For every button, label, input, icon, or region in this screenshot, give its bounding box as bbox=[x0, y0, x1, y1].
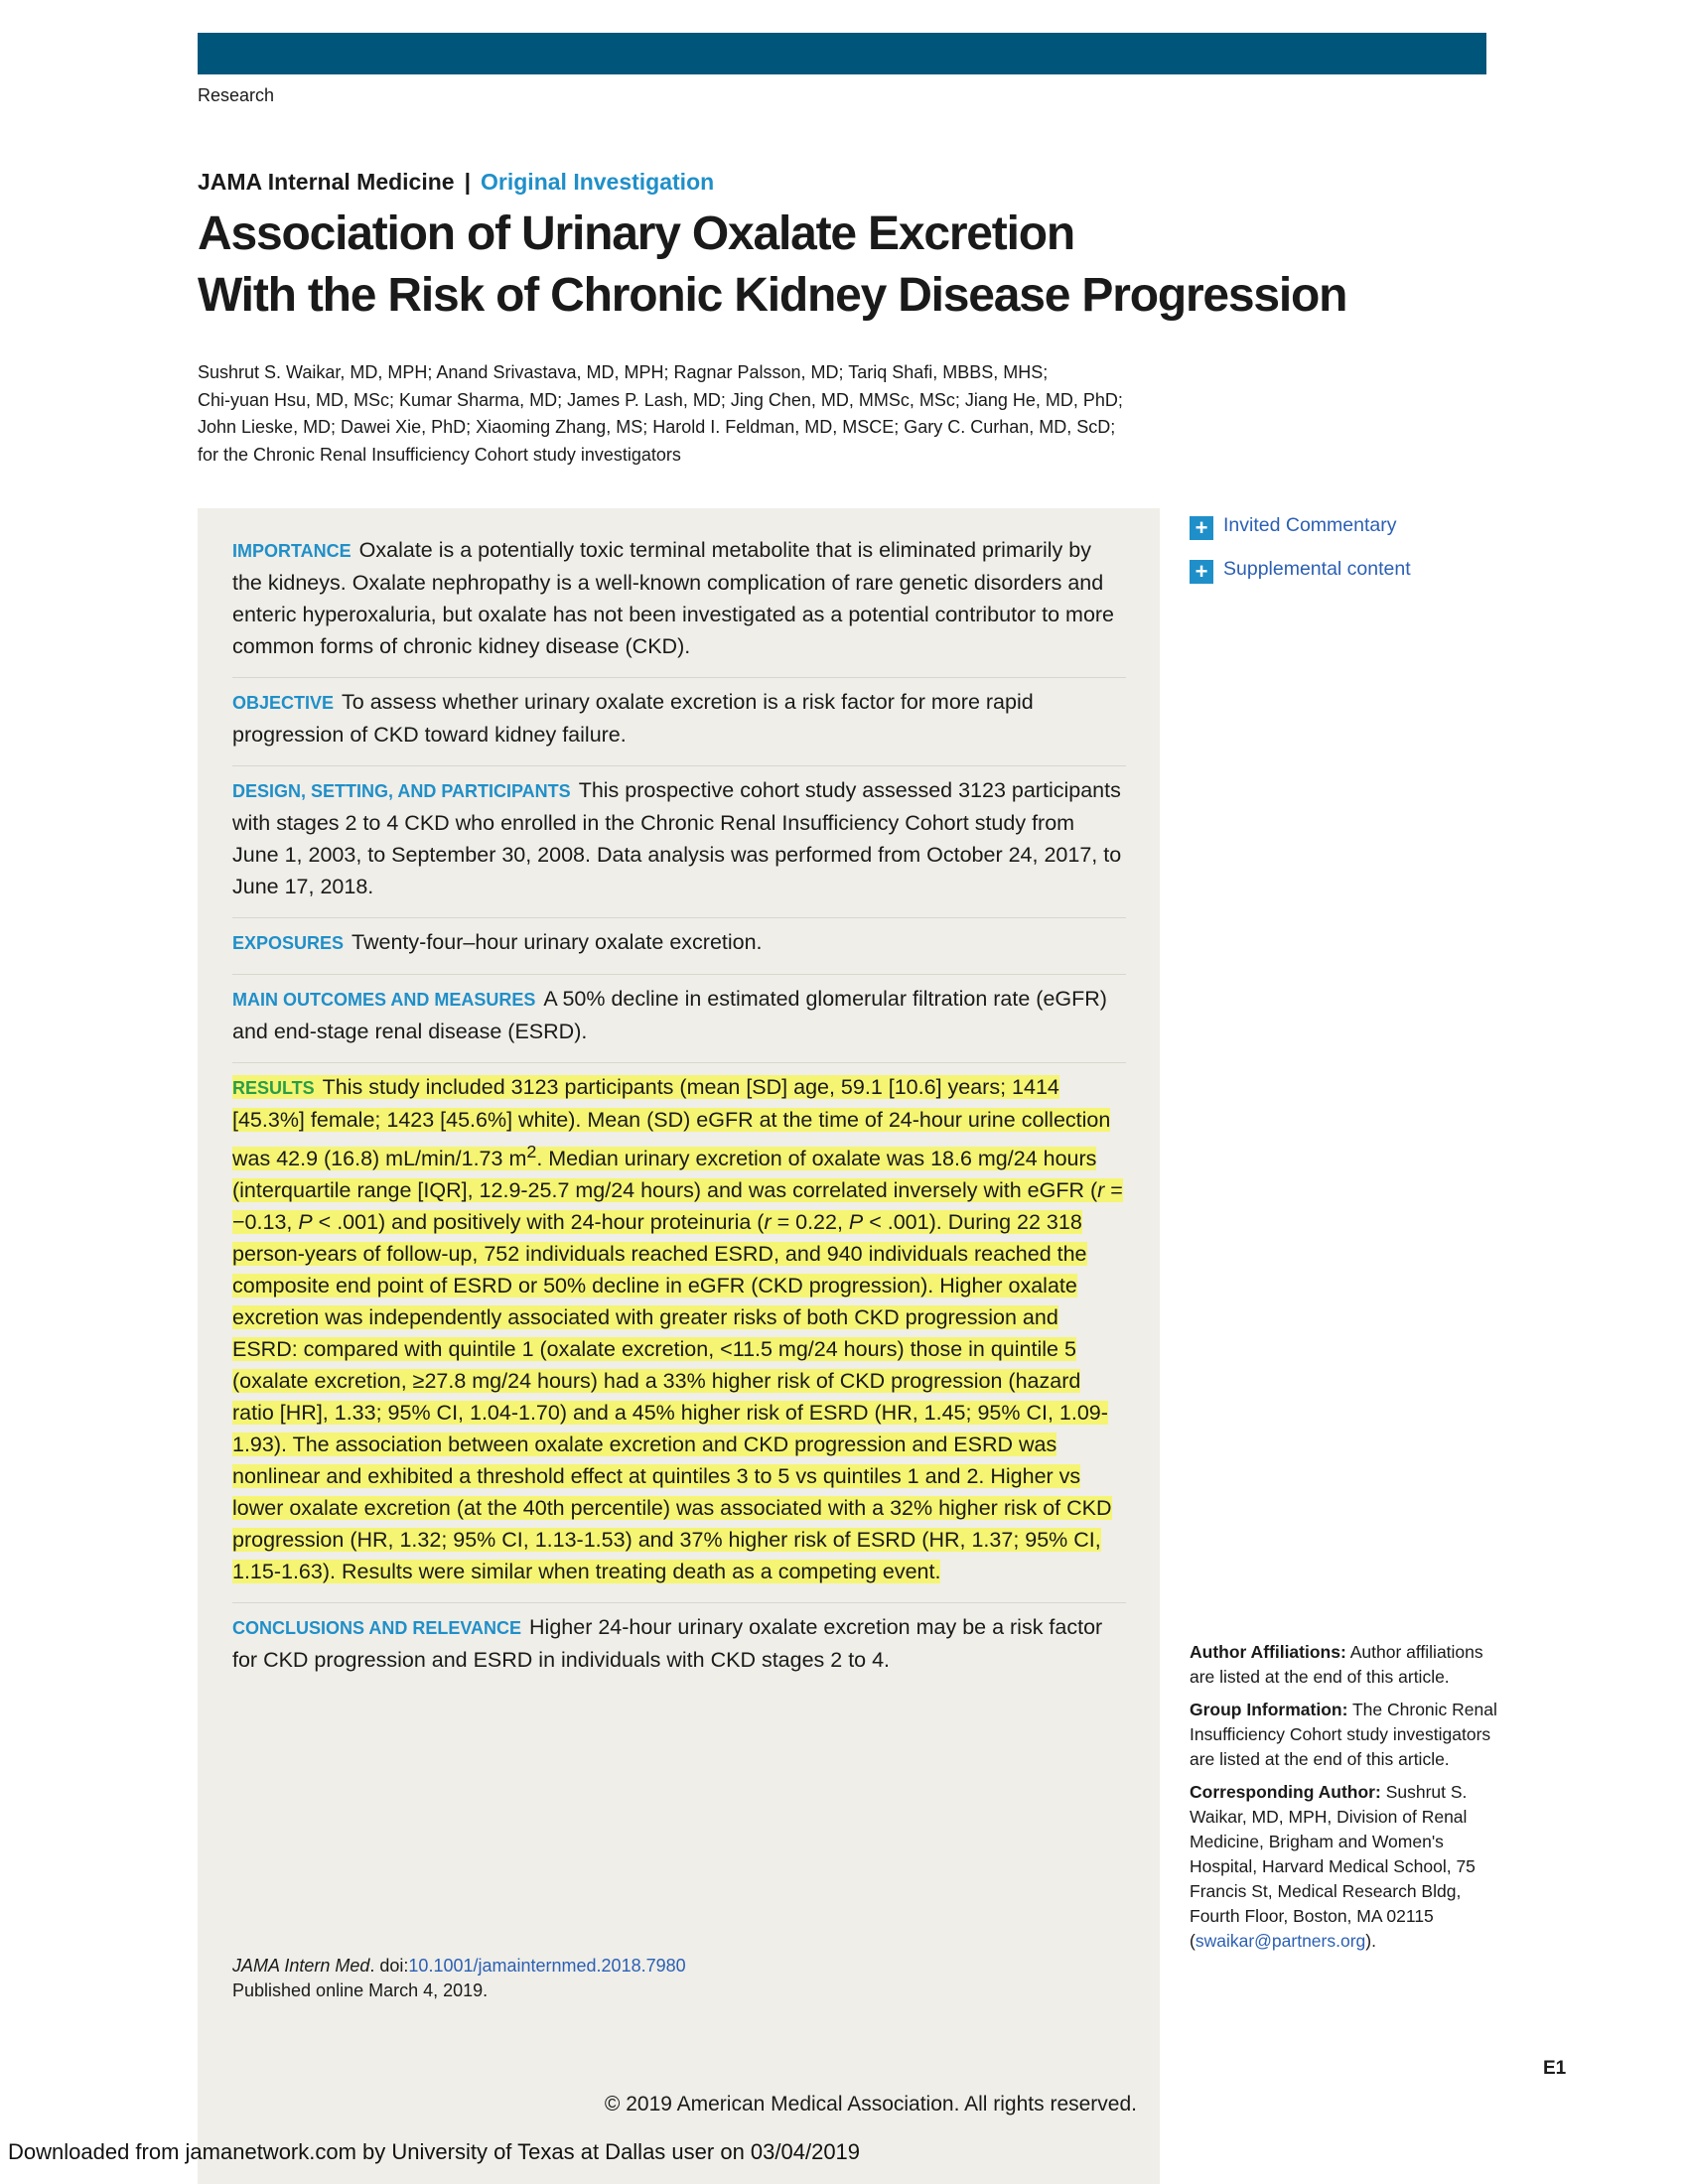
author-line-3: John Lieske, MD; Dawei Xie, PhD; Xiaoming Zhang, MS; Harold I. Feldman, MD, MSCE; Gary C. Curhan, MD, ScD; bbox=[198, 417, 1116, 437]
title-line-1: Association of Urinary Oxalate Excretion bbox=[198, 207, 1074, 260]
invited-commentary-link[interactable] bbox=[1190, 503, 1411, 547]
supplemental-content-link[interactable] bbox=[1190, 547, 1411, 591]
citation bbox=[232, 1954, 686, 2003]
author-line-1: Sushrut S. Waikar, MD, MPH; Anand Srivastava, MD, MPH; Ragnar Palsson, MD; Tariq Shafi, MBBS, MHS; bbox=[198, 362, 1049, 382]
corresponding-author: Corresponding Author: Sushrut S. Waikar, MD, MPH, Division of Renal Medicine, Brigham and Women's Hospital, Harvard Medical School, 75 Francis St, Medical Research Bldg, Fourth Floor, Boston, MA 02115 (swaikar@partners.org). bbox=[1190, 1782, 1476, 1951]
sidebar-notes bbox=[1190, 1640, 1497, 1962]
results-superscript: 2 bbox=[526, 1142, 537, 1161]
importance-heading: IMPORTANCE bbox=[232, 541, 352, 561]
conclusions-text: Higher 24-hour urinary oxalate excretion may be a risk factor for CKD progression and ESRD in individuals with CKD stages 2 to 4. bbox=[232, 1615, 1103, 1673]
article-title bbox=[198, 204, 1389, 327]
author-line-2: Chi-yuan Hsu, MD, MSc; Kumar Sharma, MD; James P. Lash, MD; Jing Chen, MD, MMSc, MSc; Jiang He, MD, PhD; bbox=[198, 389, 1123, 410]
copyright: © 2019 American Medical Association. All rights reserved. bbox=[604, 2093, 1137, 2116]
results-text-6: < .001). During 22 318 person-years of follow-up, 752 individuals reached ESRD, and 940 individuals reached the composite end point of ESRD or 50% decline in eGFR (CKD progression). Higher oxalate excretion was independently associated with greater risks of both CKD progression and ESRD: compared with quintile 1 (oxalate excretion, <11.5 mg/24 hours) those in quintile 5 (oxalate excretion, ≥27.8 mg/24 hours) had a 33% higher risk of CKD progression (hazard ratio [HR], 1.33; 95% CI, 1.04-1.70) and a 45% higher risk of ESRD (HR, 1.45; 95% CI, 1.09-1.93). The association between oxalate excretion and CKD progression and ESRD was nonlinear and exhibited a threshold effect at quintiles 3 to 5 vs quintiles 1 and 2. Higher vs lower oxalate excretion (at the 40th percentile) was associated with a 32% higher risk of CKD progression (HR, 1.32; 95% CI, 1.13-1.53) and 37% higher risk of ESRD (HR, 1.37; 95% CI, 1.15-1.63). Results were similar when treating death as a competing event. bbox=[232, 1210, 1112, 1584]
supplemental-content-label[interactable]: Supplemental content bbox=[1223, 557, 1411, 580]
exposures-text: Twenty-four–hour urinary oxalate excretion. bbox=[352, 930, 763, 954]
journal-separator: | bbox=[464, 169, 472, 195]
title-line-2: With the Risk of Chronic Kidney Disease Progression bbox=[198, 269, 1347, 322]
abstract-exposures bbox=[232, 918, 1126, 975]
objective-text: To assess whether urinary oxalate excretion is a risk factor for more rapid progression of CKD toward kidney failure. bbox=[232, 690, 1034, 747]
download-notice: Downloaded from jamanetwork.com by University of Texas at Dallas user on 03/04/2019 bbox=[8, 2139, 861, 2164]
results-heading: RESULTS bbox=[232, 1078, 315, 1098]
side-links bbox=[1190, 503, 1411, 591]
invited-commentary-label[interactable]: Invited Commentary bbox=[1223, 513, 1397, 536]
exposures-heading: EXPOSURES bbox=[232, 933, 345, 953]
email-link[interactable]: swaikar@partners.org bbox=[1195, 1931, 1366, 1951]
journal-abbreviation: JAMA Intern Med bbox=[232, 1956, 370, 1976]
plus-icon: + bbox=[1190, 516, 1213, 540]
design-text: This prospective cohort study assessed 3123 participants with stages 2 to 4 CKD who enrolled in the Chronic Renal Insufficiency Cohort study from June 1, 2003, to September 30, 2008. Data analysis was performed from October 24, 2017, to June 17, 2018. bbox=[232, 778, 1122, 898]
design-heading: DESIGN, SETTING, AND PARTICIPANTS bbox=[232, 781, 571, 801]
doi-prefix: . doi: bbox=[369, 1956, 409, 1976]
author-line-4: for the Chronic Renal Insufficiency Cohort study investigators bbox=[198, 444, 681, 465]
abstract-body bbox=[232, 534, 1126, 1691]
section-label: Research bbox=[198, 85, 275, 105]
plus-icon: + bbox=[1190, 560, 1213, 584]
results-p-symbol: P bbox=[298, 1210, 313, 1235]
results-text-4: < .001) and positively with 24-hour proteinuria ( bbox=[312, 1210, 765, 1235]
author-affiliations: Author Affiliations: Author affiliations are listed at the end of this article. bbox=[1190, 1642, 1483, 1687]
abstract-importance bbox=[232, 534, 1126, 678]
results-text-2: . Median urinary excretion of oxalate was 18.6 mg/24 hours (interquartile range [IQR], 12.9-25.7 mg/24 hours) and was correlated inversely with eGFR ( bbox=[232, 1147, 1098, 1203]
outcomes-text: A 50% decline in estimated glomerular filtration rate (eGFR) and end-stage renal disease (ESRD). bbox=[232, 987, 1107, 1043]
objective-heading: OBJECTIVE bbox=[232, 693, 335, 713]
published-date: Published online March 4, 2019. bbox=[232, 1980, 489, 2000]
journal-name: JAMA Internal Medicine bbox=[198, 169, 455, 195]
outcomes-heading: MAIN OUTCOMES AND MEASURES bbox=[232, 990, 536, 1010]
importance-text: Oxalate is a potentially toxic terminal metabolite that is eliminated primarily by the kidneys. Oxalate nephropathy is a well-known complication of rare genetic disorders and enteric hyperoxaluria, but oxalate has not been investigated as a potential contributor to more common forms of chronic kidney disease (CKD). bbox=[232, 538, 1115, 658]
results-text-5: = 0.22, bbox=[771, 1210, 849, 1235]
abstract-results bbox=[232, 1063, 1126, 1603]
results-r-symbol-2: r bbox=[764, 1210, 772, 1235]
abstract-outcomes bbox=[232, 975, 1126, 1063]
article-type[interactable]: Original Investigation bbox=[481, 169, 715, 195]
abstract-objective bbox=[232, 678, 1126, 766]
conclusions-heading: CONCLUSIONS AND RELEVANCE bbox=[232, 1618, 522, 1639]
results-text-3: = −0.13, bbox=[232, 1178, 1123, 1235]
results-p-symbol-2: P bbox=[848, 1210, 864, 1235]
abstract-conclusions bbox=[232, 1603, 1126, 1691]
abstract-panel bbox=[198, 508, 1160, 2184]
top-banner bbox=[198, 33, 1486, 74]
abstract-design bbox=[232, 766, 1126, 918]
doi-link[interactable]: 10.1001/jamainternmed.2018.7980 bbox=[408, 1956, 686, 1976]
results-text-1: This study included 3123 participants (mean [SD] age, 59.1 [10.6] years; 1414 [45.3%] female; 1423 [45.6%] white). Mean (SD) eGFR at the time of 24-hour urine collection was 42.9 (16.8) mL/min/1.73 m bbox=[232, 1075, 1111, 1171]
group-information: Group Information: The Chronic Renal Insufficiency Cohort study investigators are listed at the end of this article. bbox=[1190, 1700, 1497, 1769]
page-number: E1 bbox=[1543, 2058, 1567, 2079]
author-list bbox=[198, 359, 1191, 469]
results-r-symbol: r bbox=[1097, 1178, 1105, 1203]
journal-line bbox=[198, 169, 714, 196]
